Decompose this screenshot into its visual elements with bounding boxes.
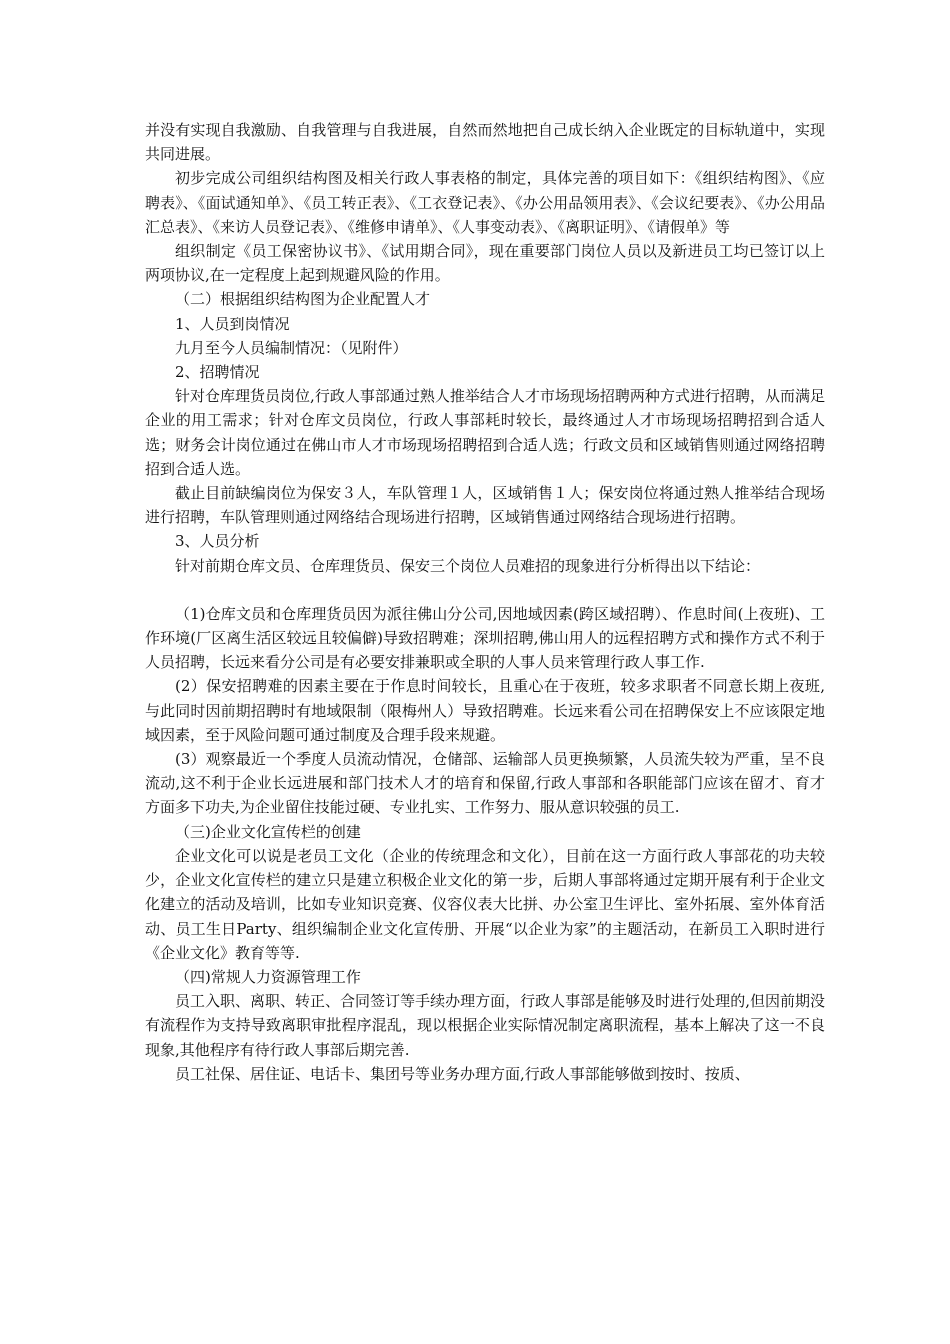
paragraph: 针对仓库理货员岗位,行政人事部通过熟人推举结合人才市场现场招聘两种方式进行招聘，从而满足企业的用工需求；针对仓库文员岗位，行政人事部耗时较长，最终通过人才市场现场招聘招到合适人选；财务会计岗位通过在佛山市人才市场现场招聘招到合适人选；行政文员和区域销售则通过网络招聘招到合适人选。 (145, 387, 825, 478)
paragraph: （1)仓库文员和仓库理货员因为派往佛山分公司,因地域因素(跨区域招聘）、作息时间(上夜班)、工作环境(厂区离生活区较远且较偏僻)导致招聘难；深圳招聘,佛山用人的远程招聘方式和操作方式不利于人员招聘，长远来看分公司是有必要安排兼职或全职的人事人员来管理行政人事工作. (145, 604, 825, 672)
subheading: 2、招聘情况 (175, 363, 260, 382)
paragraph: 截止目前缺编岗位为保安３人，车队管理１人，区域销售１人；保安岗位将通过熟人推举结合现场进行招聘，车队管理则通过网络结合现场进行招聘，区域销售通过网络结合现场进行招聘。 (145, 484, 825, 527)
section-heading: （三)企业文化宣传栏的创建 (175, 822, 361, 841)
paragraph: 并没有实现自我激励、自我管理与自我进展，自然而然地把自己成长纳入企业既定的目标轨道中，实现共同进展。 (145, 121, 825, 164)
paragraph: 九月至今人员编制情况：（见附件） (175, 338, 408, 357)
section-heading: （四)常规人力资源管理工作 (175, 967, 361, 986)
blank-line (145, 578, 825, 602)
section-heading: （二）根据组织结构图为企业配置人才 (175, 290, 431, 309)
paragraph: 组织制定《员工保密协议书》、《试用期合同》，现在重要部门岗位人员以及新进员工均已签订以上两项协议,在一定程度上起到规避风险的作用。 (145, 242, 825, 285)
paragraph: 针对前期仓库文员、仓库理货员、保安三个岗位人员难招的现象进行分析得出以下结论： (175, 556, 761, 575)
paragraph: 企业文化可以说是老员工文化（企业的传统理念和文化），目前在这一方面行政人事部花的功夫较少，企业文化宣传栏的建立只是建立积极企业文化的第一步，后期人事部将通过定期开展有利于企业文化建立的活动及培训，比如专业知识竞赛、仪容仪表大比拼、办公室卫生评比、室外拓展、室外体育活动、员工生日Party、组织编制企业文化宣传册、开展“以企业为家”的主题活动，在新员工入职时进行《企业文化》教育等等. (145, 846, 825, 962)
paragraph: (2）保安招聘难的因素主要在于作息时间较长，且重心在于夜班，较多求职者不同意长期上夜班,与此同时因前期招聘时有地域限制（限梅州人）导致招聘难。长远来看公司在招聘保安上不应该限定地域因素，至于风险问题可通过制度及合理手段来规避。 (145, 677, 825, 744)
subheading: 1、人员到岗情况 (175, 314, 290, 333)
paragraph: (3）观察最近一个季度人员流动情况，仓储部、运输部人员更换频繁，人员流失较为严重，呈不良流动,这不利于企业长远进展和部门技术人才的培育和保留,行政人事部和各职能部门应该在留才、育才方面多下功夫,为企业留住技能过硬、专业扎实、工作努力、服从意识较强的员工. (145, 750, 825, 817)
document-body (145, 118, 825, 1086)
paragraph: 员工社保、居住证、电话卡、集团号等业务办理方面,行政人事部能够做到按时、按质、 (175, 1064, 750, 1083)
subheading: 3、人员分析 (175, 532, 260, 551)
paragraph: 初步完成公司组织结构图及相关行政人事表格的制定，具体完善的项目如下：《组织结构图》、《应聘表》、《面试通知单》、《员工转正表》、《工衣登记表》、《办公用品领用表》、《会议纪要表》、《办公用品汇总表》、《来访人员登记表》、《维修申请单》、《人事变动表》、《离职证明》、《请假单》等 (145, 169, 825, 236)
paragraph: 员工入职、离职、转正、合同签订等手续办理方面，行政人事部是能够及时进行处理的,但因前期没有流程作为支持导致离职审批程序混乱，现以根据企业实际情况制定离职流程，基本上解决了这一不良现象,其他程序有待行政人事部后期完善. (145, 992, 825, 1059)
